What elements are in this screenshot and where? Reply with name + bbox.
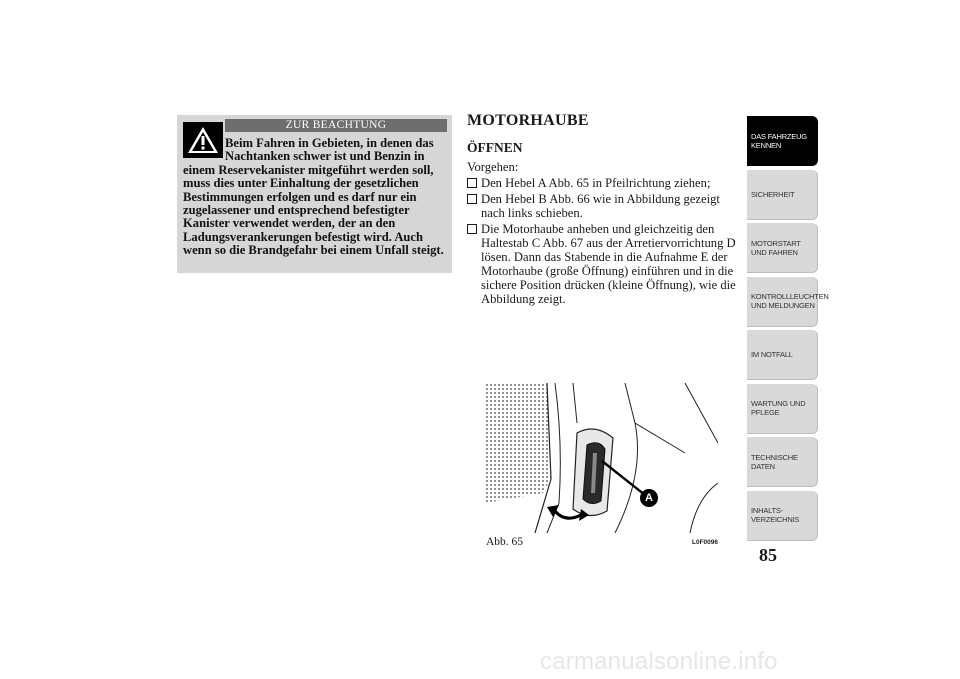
checkbox-bullet-icon xyxy=(467,194,477,204)
page-number: 85 xyxy=(759,545,777,565)
figure-label-a: A xyxy=(645,492,653,504)
checkbox-bullet-icon xyxy=(467,178,477,188)
warning-title: ZUR BEACHTUNG xyxy=(225,119,447,132)
tab-wartung-und-pflege[interactable]: WARTUNG UND PFLEGE xyxy=(747,384,818,434)
section-title: MOTORHAUBE xyxy=(467,112,589,129)
tab-das-fahrzeug-kennen[interactable]: DAS FAHRZEUG KENNEN xyxy=(747,116,818,166)
steps-list xyxy=(467,176,742,308)
list-item: Die Motorhaube anheben und gleichzeitig den Haltestab C Abb. 67 aus der Arretiervorrichtung D lösen. Dann das Stabende in die Aufnahme E der Motorhaube (große Öffnung) einführen und in die sichere Position drücken (kleine Öffnung), wie die Abbildung zeigt. xyxy=(467,222,742,306)
figure-caption: Abb. 65 xyxy=(486,536,524,548)
figure-code: L0F0096 xyxy=(692,539,719,546)
list-item: Den Hebel A Abb. 65 in Pfeilrichtung ziehen; xyxy=(467,176,742,190)
intro-text: Vorgehen: xyxy=(467,160,519,174)
tab-sicherheit[interactable]: SICHERHEIT xyxy=(747,170,818,220)
tab-im-notfall[interactable]: IM NOTFALL xyxy=(747,330,818,380)
warning-text: Beim Fahren in Gebieten, in denen das Nachtanken schwer ist und Benzin in einem Reservekanister mitgeführt werden soll, muss dies unter Einhaltung der gesetzlichen Bestimmungen erfolgen und es darf nur ein zugelassener und entsprechend befestigter Kanister verwendet werden, der an den Ladungsverankerungen befestigt wird. Auch wenn so die Brandgefahr bei einem Unfall steigt. xyxy=(183,136,444,258)
watermark: carmanualsonline.info xyxy=(540,648,778,675)
warning-box xyxy=(177,115,452,273)
tab-kontrollleuchten[interactable]: KONTROLLLEUCHTEN UND MELDUNGEN xyxy=(747,277,818,327)
tab-motorstart-und-fahren[interactable]: MOTORSTART UND FAHREN xyxy=(747,223,818,273)
list-item: Den Hebel B Abb. 66 wie in Abbildung gezeigt nach links schieben. xyxy=(467,192,742,220)
tab-technische-daten[interactable]: TECHNISCHE DATEN xyxy=(747,437,818,487)
tab-inhaltsverzeichnis[interactable]: INHALTS-VERZEICHNIS xyxy=(747,491,818,541)
chapter-tabs xyxy=(747,116,829,544)
section-subtitle: ÖFFNEN xyxy=(467,140,523,155)
hood-lever-figure xyxy=(485,383,718,533)
checkbox-bullet-icon xyxy=(467,224,477,234)
